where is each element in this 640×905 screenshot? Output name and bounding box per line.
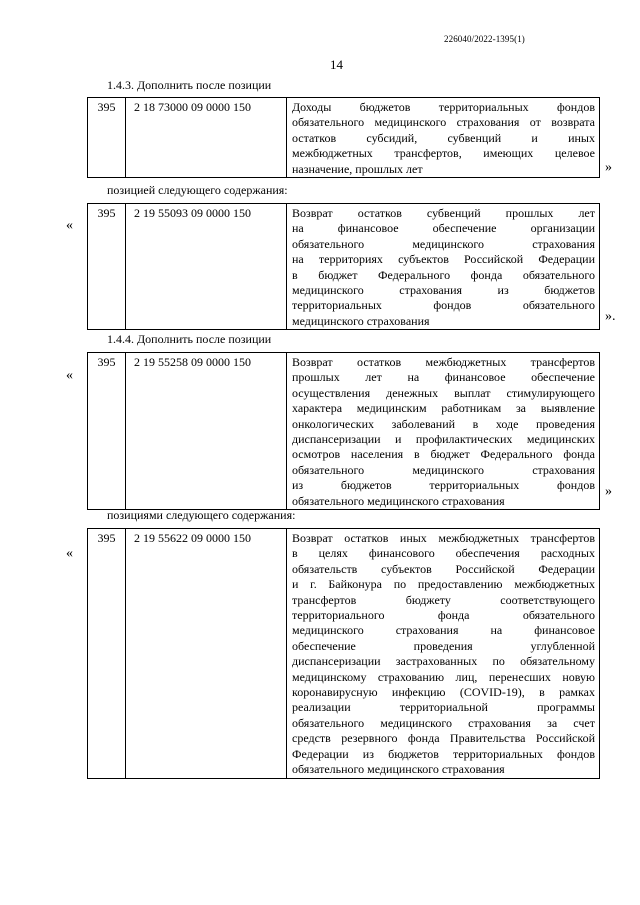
row-2-code: 395 [88, 204, 126, 330]
paragraph-1-4-3: 1.4.3. Дополнить после позиции [107, 78, 272, 92]
opening-quote-4: « [66, 546, 73, 561]
paragraph-1-4-4: 1.4.4. Дополнить после позиции [107, 332, 272, 346]
row-3-kbk: 2 19 55258 09 0000 150 [126, 353, 287, 510]
row-4-kbk: 2 19 55622 09 0000 150 [126, 529, 287, 779]
row-1-code: 395 [88, 98, 126, 178]
closing-quote-3: » [605, 484, 612, 499]
table-row-3 [87, 352, 600, 510]
document-number: 226040/2022-1395(1) [444, 34, 525, 44]
row-3-code: 395 [88, 353, 126, 510]
table-row-2 [87, 203, 600, 330]
closing-quote-1: » [605, 160, 612, 175]
row-1-description: Доходы бюджетов территориальных фондов обязательного медицинского страхования от возврата остатков субсидий, субвенций и иных межбюджетных трансфертов, имеющих целевое назначение, прошлых лет [287, 98, 600, 178]
row-2-description: Возврат остатков субвенций прошлых лет на финансовое обеспечение организации обязательного медицинского страхования на территориях субъектов Российской Федерации в бюджет Федерального фонда обязательного медицинского страхования из бюджетов территориальных фондов обязательного медицинского страхования [287, 204, 600, 330]
opening-quote-2: « [66, 218, 73, 233]
closing-quote-2: ». [605, 309, 616, 324]
row-2-kbk: 2 19 55093 09 0000 150 [126, 204, 287, 330]
row-4-description: Возврат остатков иных межбюджетных трансфертов в целях финансового обеспечения расходных обязательств субъектов Российской Федерации и г. Байконура по предоставлению межбюджетных трансфертов бюджету соответствующего территориального фонда обязательного медицинского страхования на финансовое обеспечение проведения углубленной диспансеризации застрахованных по обязательному медицинскому страхованию лиц, перенесших новую коронавирусную инфекцию (COVID-19), в рамках реализации территориальной программы обязательного медицинского страхования за счет средств резервного фонда Правительства Российской Федерации из бюджетов территориальных фондов обязательного медицинского страхования [287, 529, 600, 779]
page-number: 14 [330, 57, 343, 72]
row-1-kbk: 2 18 73000 09 0000 150 [126, 98, 287, 178]
row-3-description: Возврат остатков межбюджетных трансфертов прошлых лет на финансовое обеспечение осуществления денежных выплат стимулирующего характера медицинским работникам за выявление онкологических заболеваний в ходе проведения диспансеризации и профилактических медицинских осмотров населения в бюджет Федерального фонда обязательного медицинского страхования из бюджетов территориальных фондов обязательного медицинского страхования [287, 353, 600, 510]
table-row-4 [87, 528, 600, 779]
paragraph-position-content: позицией следующего содержания: [107, 183, 288, 197]
table-row-1 [87, 97, 600, 178]
paragraph-positions-content: позициями следующего содержания: [107, 508, 296, 522]
opening-quote-3: « [66, 368, 73, 383]
row-4-code: 395 [88, 529, 126, 779]
